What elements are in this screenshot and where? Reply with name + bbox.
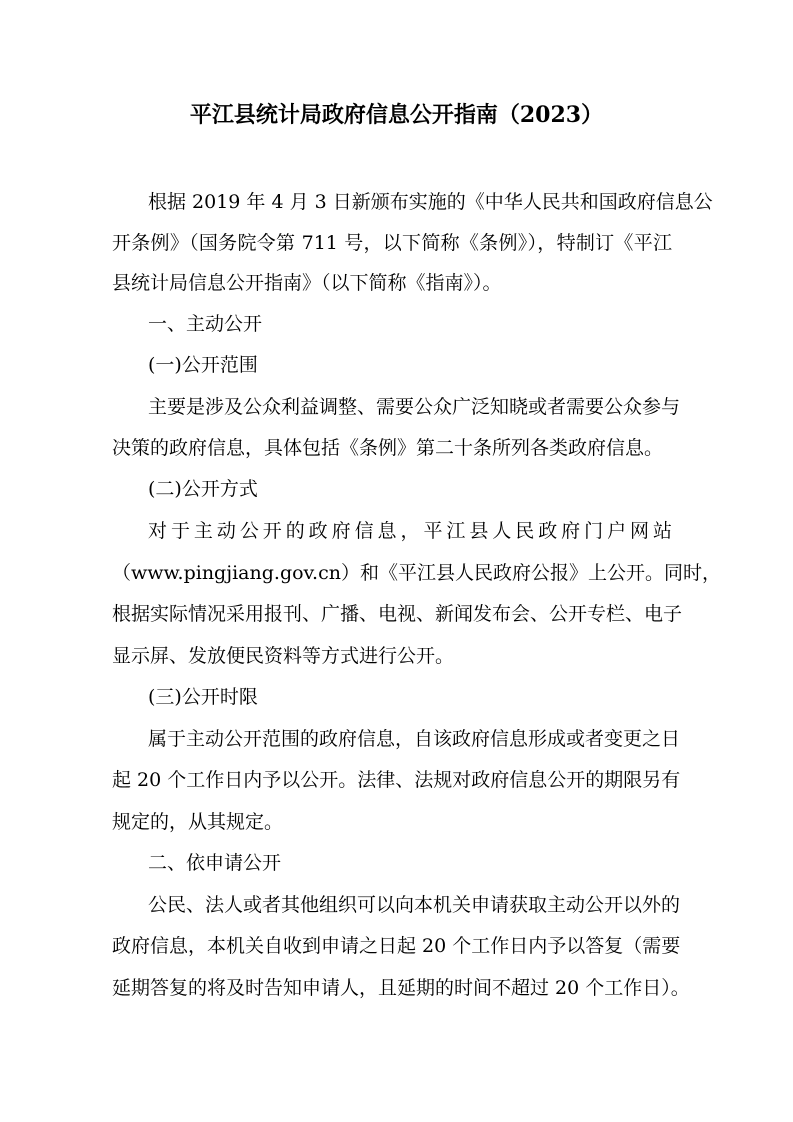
body-line: 开条例》（国务院令第 711 号，以下简称《条例》），特制订《平江 — [112, 232, 672, 254]
body-line: （www.pingjiang.gov.cn）和《平江县人民政府公报》上公开。同时， — [112, 562, 721, 584]
body-line: 规定的，从其规定。 — [112, 811, 284, 833]
body-line: 显示屏、发放便民资料等方式进行公开。 — [112, 645, 455, 667]
body-line: 县统计局信息公开指南》（以下简称《指南》）。 — [112, 272, 502, 294]
body-line: 延期答复的将及时告知申请人，且延期的时间不超过 20 个工作日）。 — [112, 977, 690, 999]
subsection-heading: (二)公开方式 — [148, 478, 258, 500]
body-line: 主要是涉及公众利益调整、需要公众广泛知晓或者需要公众参与 — [148, 396, 681, 418]
body-line: 政府信息，本机关自收到申请之日起 20 个工作日内予以答复（需要 — [112, 935, 681, 957]
subsection-heading: (三)公开时限 — [148, 686, 258, 708]
body-line: 起 20 个工作日内予以公开。法律、法规对政府信息公开的期限另有 — [112, 769, 681, 791]
body-line: 公民、法人或者其他组织可以向本机关申请获取主动公开以外的 — [148, 894, 681, 916]
body-line: 根据 2019 年 4 月 3 日新颁布实施的《中华人民共和国政府信息公 — [148, 191, 713, 213]
section-heading: 二、依申请公开 — [148, 852, 282, 874]
subsection-heading: (一)公开范围 — [148, 354, 258, 376]
body-line: 决策的政府信息，具体包括《条例》第二十条所列各类政府信息。 — [112, 437, 664, 459]
body-line: 根据实际情况采用报刊、广播、电视、新闻发布会、公开专栏、电子 — [112, 603, 683, 625]
section-heading: 一、主动公开 — [148, 313, 263, 335]
body-line: 属于主动公开范围的政府信息，自该政府信息形成或者变更之日 — [148, 728, 681, 750]
document-title: 平江县统计局政府信息公开指南（2023） — [189, 102, 604, 128]
body-line: 对于主动公开的政府信息，平江县人民政府门户网站 — [148, 520, 672, 542]
